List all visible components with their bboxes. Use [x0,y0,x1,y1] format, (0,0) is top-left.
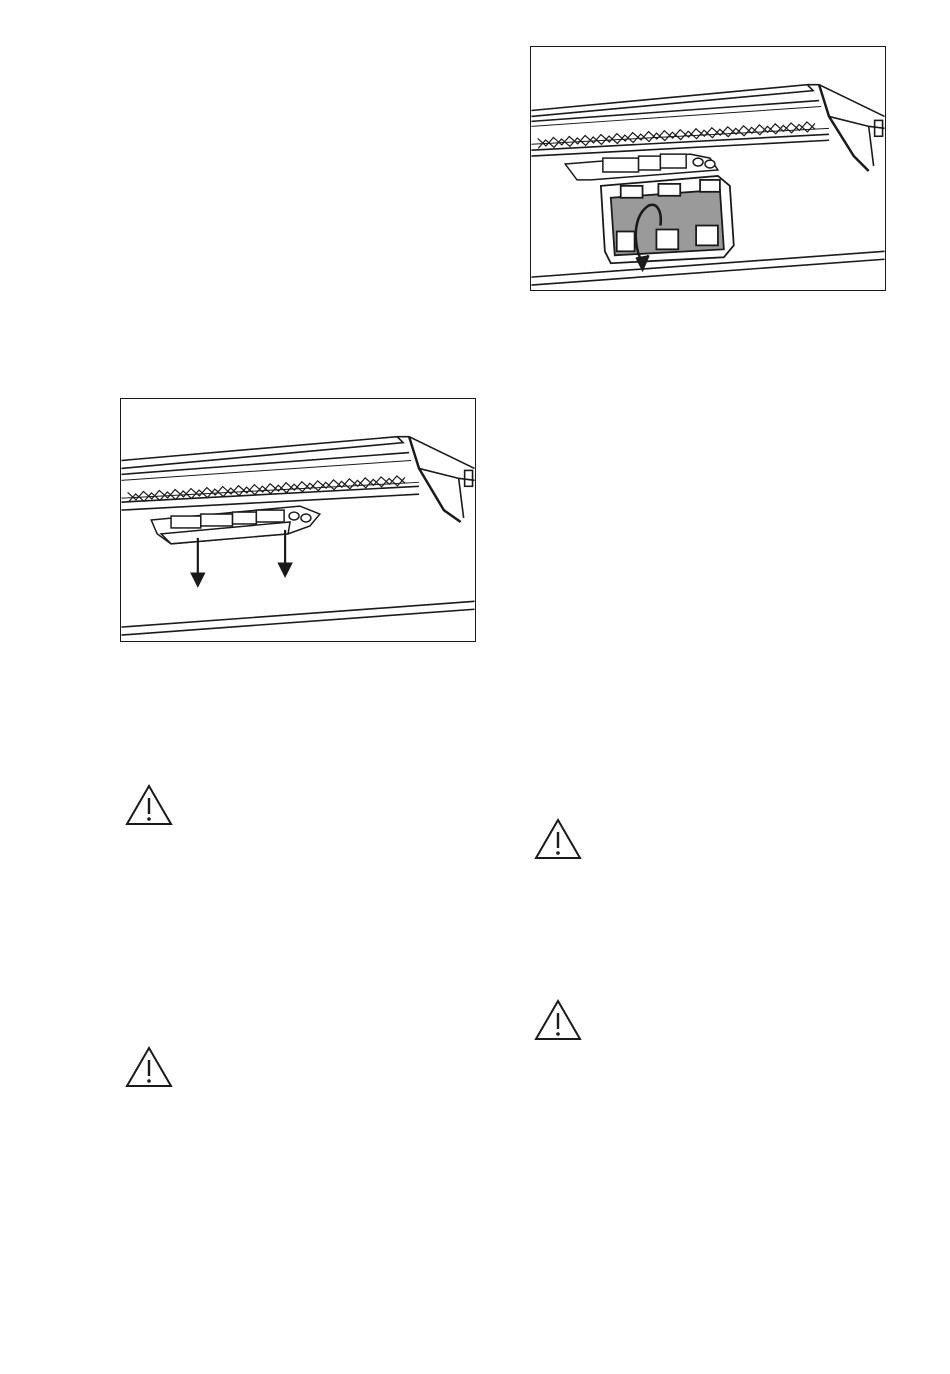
grease-filter-detach-illustration [120,398,476,642]
down-arrow-icon [279,530,291,576]
warning-triangle-icon [533,998,583,1042]
warning-triangle-icon [533,817,583,861]
grease-filter-rotate-illustration [530,46,886,291]
rotate-illustration-svg [531,47,885,290]
warning-triangle-icon [124,783,174,827]
down-arrow-icon [192,538,204,586]
warning-triangle-icon [124,1045,174,1089]
detach-illustration-svg [121,399,475,641]
